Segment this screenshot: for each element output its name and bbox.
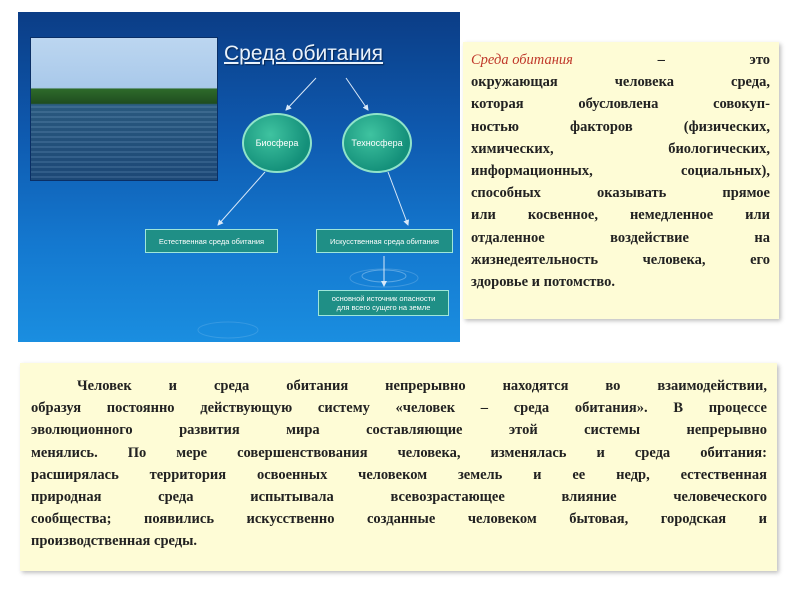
word: созданные [366,511,436,528]
word: всевозрастающее [390,489,505,506]
word: среда [158,489,194,506]
word: окружающая [471,74,558,91]
word: системы [584,422,641,439]
word: его [750,251,770,268]
word: человеком [358,466,428,483]
word: мира [286,422,320,439]
text-line [31,375,767,397]
word: прямое [722,185,770,202]
paragraph-last-line: производственная среды. [31,533,198,550]
word: и [596,444,605,461]
slide-thumbnail [18,12,460,342]
definition-term: Среда обитания [471,52,573,68]
word: обитания [286,378,349,394]
arrow-technosphere-artificial [388,172,408,225]
word: городская [660,511,727,528]
word: систему [317,400,370,417]
word: которая [471,96,524,113]
word: бытовая, [569,511,629,528]
word: ее [572,466,586,483]
word: человека, [642,251,706,268]
word: Человек [77,378,132,394]
word: непрерывно [686,422,767,439]
word: факторов [570,118,633,135]
word: среда [513,400,550,417]
danger-source-line2: для всего сущего на земле [336,303,431,312]
word: изменялась [490,444,567,461]
text-line [471,160,770,182]
artificial-environment-box: Искусственная среда обитания [316,229,453,253]
word: В [673,400,684,417]
word: менялись. [31,444,98,461]
text-line [31,419,767,441]
word: образуя [31,400,82,417]
word: совершенствования [237,444,368,461]
word: взаимодействии, [657,378,767,394]
definition-line [471,49,770,71]
word: способных [471,185,541,202]
word: обусловлена [578,96,659,113]
word: влияние [561,489,617,506]
word: человека, [397,444,461,461]
word: человеком [467,511,537,528]
slide-title: Среда обитания [224,42,384,65]
biosphere-circle: Биосфера [242,113,312,173]
definition-box [463,42,779,319]
text-line [471,227,770,249]
text-line [471,204,770,226]
text-line [471,116,770,138]
text-line [471,138,770,160]
paragraph-box [20,363,777,571]
word: отдаленное [471,229,545,246]
text-line [471,93,770,115]
word: ностью [471,118,519,135]
text-line [31,508,767,530]
arrow-title-technosphere [346,78,368,110]
text-line [471,71,770,93]
word: этой [508,422,538,439]
word: природная [31,489,102,506]
word: это [749,52,770,68]
word: среда [634,444,671,461]
danger-source-box [318,290,449,316]
word: биологических, [668,140,770,157]
arrow-title-biosphere [286,78,316,110]
word: обитания: [700,444,767,461]
word: искусственно [246,511,335,528]
word: – [480,400,489,417]
word: постоянно [106,400,175,417]
text-line [31,442,767,464]
natural-environment-box: Естественная среда обитания [145,229,278,253]
word: на [754,229,770,246]
word: «человек [395,400,456,417]
word: оказывать [596,185,667,202]
text-line [471,249,770,271]
word: косвенное, [527,207,598,224]
text-line [31,464,767,486]
danger-source-line1: основной источник опасности [331,294,436,303]
word: немедленное [629,207,714,224]
word: эволюционного [31,422,133,439]
water-ring [198,322,258,338]
word: информационных, [471,163,593,180]
word: действующую [200,400,293,417]
word: или [745,207,770,224]
word: находятся [502,378,569,394]
word: сообщества; [31,511,112,528]
word: процессе [708,400,767,417]
word: появились [144,511,214,528]
word: совокуп- [713,96,770,113]
word: социальных), [681,163,770,180]
text-line [31,486,767,508]
word: земель [457,466,503,483]
word: (физических, [683,118,770,135]
word: естественная [680,466,767,483]
word: человеческого [673,489,767,506]
word: жизнедеятельность [471,251,599,268]
technosphere-circle: Техносфера [342,113,412,173]
text-line [31,397,767,419]
word: освоенных [256,466,328,483]
word: и [533,466,542,483]
word: и [168,378,178,394]
word: территория [149,466,227,483]
word: мере [176,444,208,461]
word: непрерывно [385,378,466,394]
arrow-biosphere-natural [218,172,265,225]
word: среда [213,378,250,394]
word: во [605,378,621,394]
word: или [471,207,496,224]
word: и [758,511,767,528]
word: развития [179,422,240,439]
word: обитания». [574,400,648,417]
word: испытывала [250,489,334,506]
definition-last-line: здоровье и потомство. [471,274,616,291]
text-line [471,182,770,204]
word: – [657,52,665,68]
word: химических, [471,140,554,157]
word: среда, [731,74,770,91]
word: воздействие [610,229,689,246]
word: расширялась [31,466,119,483]
word: человека [614,74,675,91]
word: недр, [616,466,650,483]
word: составляющие [366,422,463,439]
word: По [127,444,147,461]
